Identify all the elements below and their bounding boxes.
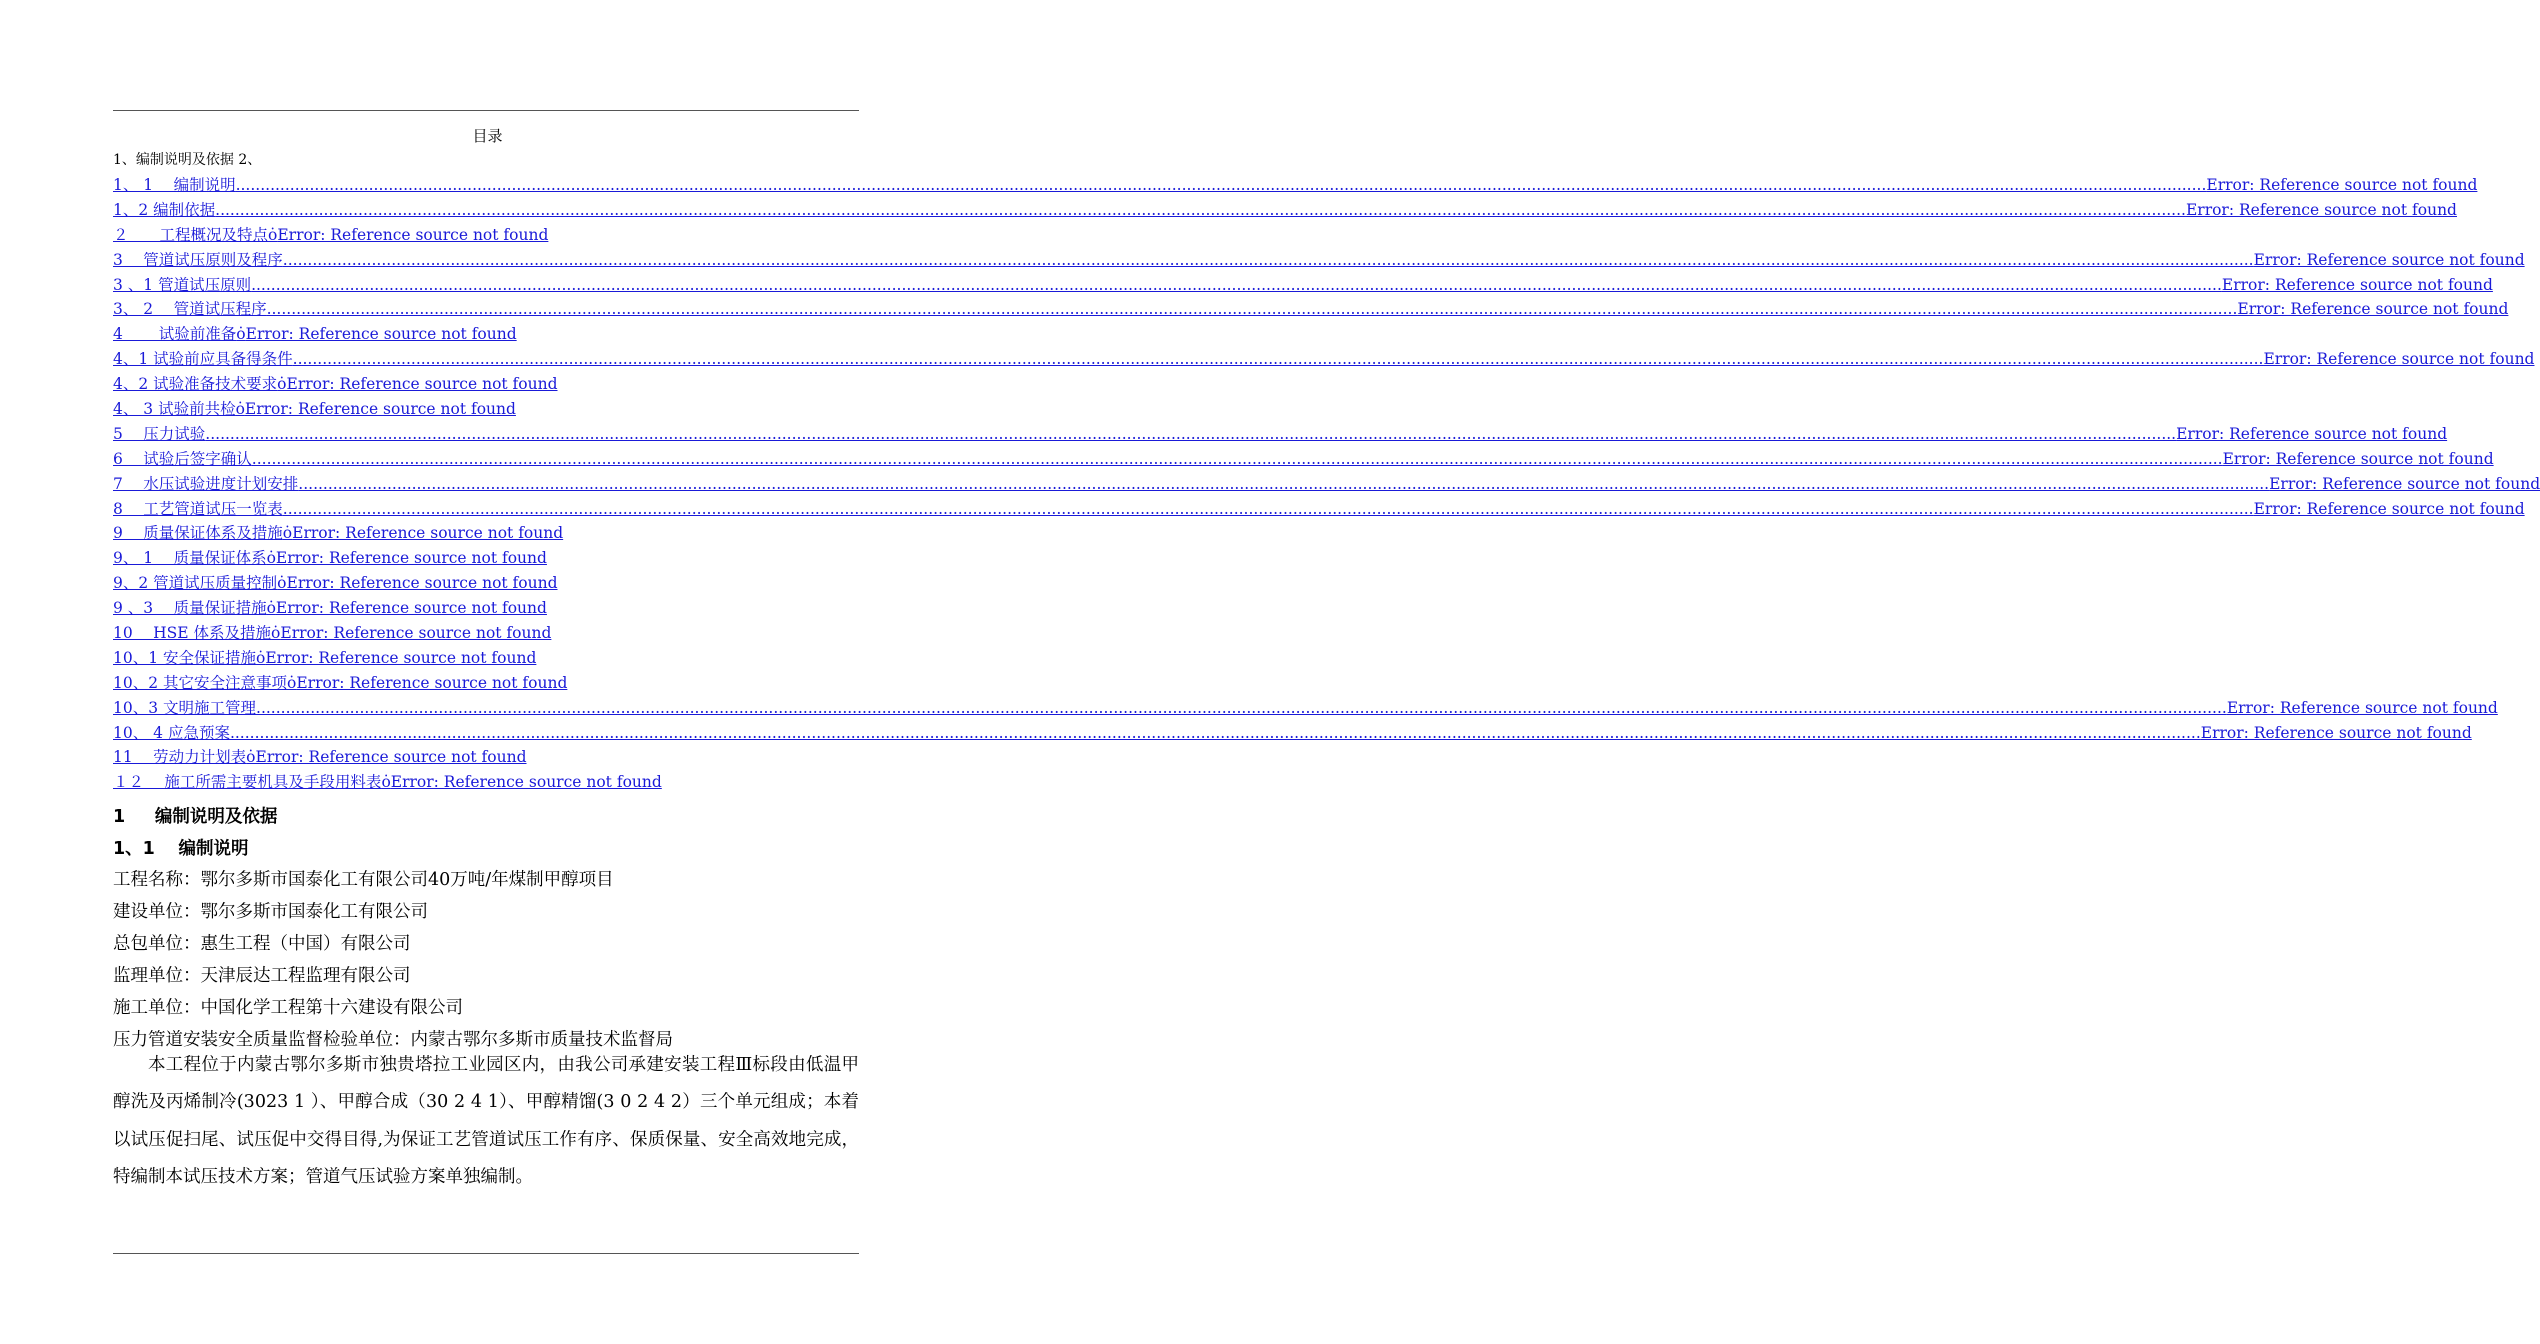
- toc-entry[interactable]: [113, 521, 859, 546]
- toc-tab-glyph: ȯ: [266, 549, 276, 568]
- toc-entry-page: Error: Reference source not found: [286, 574, 558, 593]
- toc-entry-page: Error: Reference source not found: [2226, 698, 2498, 717]
- toc-entry[interactable]: [113, 671, 859, 696]
- toc-entry-page: Error: Reference source not found: [390, 773, 662, 792]
- toc-dot-leader: ................................................................................................................................................................................................................................................................................................................................................................................................................: [282, 250, 2254, 269]
- toc-entry[interactable]: [113, 173, 2478, 198]
- toc-tab-glyph: ȯ: [235, 400, 245, 419]
- toc-entry-label: 4、2 试验准备技术要求: [113, 375, 278, 394]
- toc-entry-page: Error: Reference source not found: [2253, 250, 2525, 269]
- toc-entry-page: Error: Reference source not found: [2206, 176, 2478, 194]
- toc-entry[interactable]: [113, 347, 2535, 372]
- toc-entry[interactable]: [113, 497, 2525, 522]
- toc-entry-label: 10、2 其它安全注意事项: [113, 673, 288, 692]
- toc-tab-glyph: ȯ: [287, 673, 297, 692]
- toc-entry[interactable]: [113, 745, 859, 770]
- toc-entry[interactable]: [113, 696, 2498, 721]
- constructor-unit: 施工单位：中国化学工程第十六建设有限公司: [113, 998, 463, 1018]
- toc-entry-page: Error: Reference source not found: [275, 549, 547, 568]
- toc-entry-page: Error: Reference source not found: [244, 400, 516, 419]
- toc-entry-label: 10、 4 应急预案: [113, 723, 230, 742]
- toc-entry-page: Error: Reference source not found: [2185, 200, 2457, 219]
- toc-dot-leader: ................................................................................................................................................................................................................................................................................................................................................................................................................: [251, 449, 2223, 468]
- toc-entry-label: 10 HSE 体系及措施: [113, 624, 272, 643]
- body-paragraph: 本工程位于内蒙古鄂尔多斯市独贵塔拉工业园区内，由我公司承建安装工程Ⅲ标段由低温甲醇洗及丙烯制冷(3023 1 ）、甲醇合成（30 2 4 1）、甲醇精馏(3 0 2 4 2）三个单元组成；本着以试压促扫尾、试压促中交得目得,为保证工艺管道试压工作有序、保质保量、安全高效地完成，特编制本试压技术方案；管道气压试验方案单独编制。: [113, 1055, 859, 1188]
- toc-title: 目录: [472, 127, 503, 145]
- toc-entry-label: 3、 2 管道试压程序: [113, 300, 267, 319]
- toc-tab-glyph: ȯ: [277, 574, 287, 593]
- toc-entry[interactable]: [113, 372, 859, 397]
- toc-entry[interactable]: [113, 422, 2448, 447]
- toc-tab-glyph: ȯ: [277, 375, 287, 394]
- owner-unit: 建设单位：鄂尔多斯市国泰化工有限公司: [113, 902, 428, 922]
- toc-entry-label: 9 质量保证体系及措施: [113, 524, 283, 543]
- toc-tab-glyph: ȯ: [271, 624, 281, 643]
- toc-entry-page: Error: Reference source not found: [2269, 474, 2540, 493]
- toc-entry-label: 8 工艺管道试压一览表: [113, 499, 283, 518]
- toc-entry-page: Error: Reference source not found: [280, 624, 552, 643]
- toc-entry-page: Error: Reference source not found: [2222, 449, 2494, 468]
- toc-entry-label: 9 、3 质量保证措施: [113, 599, 267, 618]
- toc-entry-page: Error: Reference source not found: [245, 325, 517, 344]
- toc-dot-leader: ................................................................................................................................................................................................................................................................................................................................................................................................................: [256, 698, 2227, 717]
- toc-entry-label: 10、3 文明施工管理: [113, 698, 257, 717]
- inspection-unit: 压力管道安装安全质量监督检验单位：内蒙古鄂尔多斯市质量技术监督局: [113, 1030, 673, 1050]
- toc-tab-glyph: ȯ: [381, 773, 391, 792]
- toc-entry[interactable]: [113, 297, 2509, 322]
- toc-dot-leader: ................................................................................................................................................................................................................................................................................................................................................................................................................: [266, 300, 2238, 319]
- toc-entry[interactable]: [113, 198, 2457, 223]
- toc-entry-page: Error: Reference source not found: [277, 225, 549, 244]
- toc-entry-page: Error: Reference source not found: [255, 748, 527, 767]
- toc-entry[interactable]: [113, 546, 859, 571]
- toc-entry-page: Error: Reference source not found: [292, 524, 564, 543]
- toc-entry-label: 3 、1 管道试压原则: [113, 275, 252, 294]
- toc-entry[interactable]: [113, 646, 859, 671]
- footer-rule: [113, 1253, 859, 1254]
- toc-tab-glyph: ȯ: [268, 225, 278, 244]
- toc-entry-page: Error: Reference source not found: [2200, 723, 2472, 742]
- toc-entry[interactable]: [113, 248, 2525, 273]
- toc-entry-label: 3 管道试压原则及程序: [113, 250, 283, 269]
- toc-entry-label: 4、1 试验前应具备得条件: [113, 350, 293, 369]
- toc-entry[interactable]: [113, 397, 859, 422]
- toc-entry-label: 9、2 管道试压质量控制: [113, 574, 278, 593]
- toc-entry[interactable]: [113, 223, 859, 248]
- toc-dot-leader: ................................................................................................................................................................................................................................................................................................................................................................................................................: [282, 499, 2254, 518]
- toc-first-entry: 1、编制说明及依据 2、: [113, 152, 262, 168]
- toc-entry[interactable]: [113, 571, 859, 596]
- section-heading: 1 编制说明及依据: [113, 807, 278, 827]
- subsection-heading: 1、1 编制说明: [113, 839, 249, 859]
- toc-entry[interactable]: [113, 721, 2472, 746]
- supervisor-unit: 监理单位：天津辰达工程监理有限公司: [113, 966, 411, 986]
- toc-tab-glyph: ȯ: [246, 748, 256, 767]
- toc-entry[interactable]: [113, 770, 859, 795]
- toc-entry-page: Error: Reference source not found: [2221, 275, 2493, 294]
- toc-tab-glyph: ȯ: [236, 325, 246, 344]
- toc-dot-leader: ................................................................................................................................................................................................................................................................................................................................................................................................................: [235, 176, 2207, 194]
- toc-dot-leader: ................................................................................................................................................................................................................................................................................................................................................................................................................: [205, 424, 2177, 443]
- toc-entry-label: 1、2 编制依据: [113, 200, 216, 219]
- toc-dot-leader: ................................................................................................................................................................................................................................................................................................................................................................................................................: [292, 350, 2264, 369]
- toc-entry-label: 4、 3 试验前共检: [113, 400, 236, 419]
- toc-entry-label: 5 压力试验: [113, 424, 206, 443]
- toc-entry[interactable]: [113, 447, 2494, 472]
- toc-entry-page: Error: Reference source not found: [2237, 300, 2509, 319]
- toc-tab-glyph: ȯ: [266, 599, 276, 618]
- toc-entry-page: Error: Reference source not found: [275, 599, 547, 618]
- toc-entry-page: Error: Reference source not found: [286, 375, 558, 394]
- toc-entry-page: Error: Reference source not found: [2176, 424, 2448, 443]
- toc-entry[interactable]: [113, 621, 859, 646]
- toc-entry-label: 7 水压试验进度计划安排: [113, 474, 299, 493]
- toc-entry[interactable]: [113, 322, 859, 347]
- toc-tab-glyph: ȯ: [256, 648, 266, 667]
- toc-entry-page: Error: Reference source not found: [2253, 499, 2525, 518]
- toc-entry[interactable]: [113, 596, 859, 621]
- toc-entry-label: 1、 1 编制说明: [113, 176, 236, 194]
- toc-tab-glyph: ȯ: [282, 524, 293, 543]
- toc-entry[interactable]: [113, 472, 2540, 497]
- project-name: 工程名称：鄂尔多斯市国泰化工有限公司40万吨/年煤制甲醇项目: [113, 870, 614, 890]
- general-contractor: 总包单位：惠生工程（中国）有限公司: [113, 934, 411, 954]
- toc-entry-label: 9、 1 质量保证体系: [113, 549, 267, 568]
- toc-entry-page: Error: Reference source not found: [265, 648, 537, 667]
- toc-entry-label: ２ 工程概况及特点: [113, 225, 269, 244]
- toc-entry-label: 10、1 安全保证措施: [113, 648, 257, 667]
- toc-dot-leader: ................................................................................................................................................................................................................................................................................................................................................................................................................: [229, 723, 2201, 742]
- toc-entry-page: Error: Reference source not found: [296, 673, 568, 692]
- toc-entry[interactable]: [113, 273, 2493, 298]
- header-rule: [113, 110, 859, 111]
- toc-entry-label: １２ 施工所需主要机具及手段用料表: [113, 773, 382, 792]
- toc-entry-label: 11 劳动力计划表: [113, 748, 247, 767]
- toc-entry-label: 6 试验后签字确认: [113, 449, 252, 468]
- toc-dot-leader: ................................................................................................................................................................................................................................................................................................................................................................................................................: [251, 275, 2222, 294]
- toc-entry-label: 4 试验前准备: [113, 325, 237, 344]
- table-of-contents: [113, 173, 2540, 795]
- toc-dot-leader: ................................................................................................................................................................................................................................................................................................................................................................................................................: [215, 200, 2186, 219]
- toc-entry-page: Error: Reference source not found: [2263, 350, 2535, 369]
- toc-dot-leader: ................................................................................................................................................................................................................................................................................................................................................................................................................: [298, 474, 2270, 493]
